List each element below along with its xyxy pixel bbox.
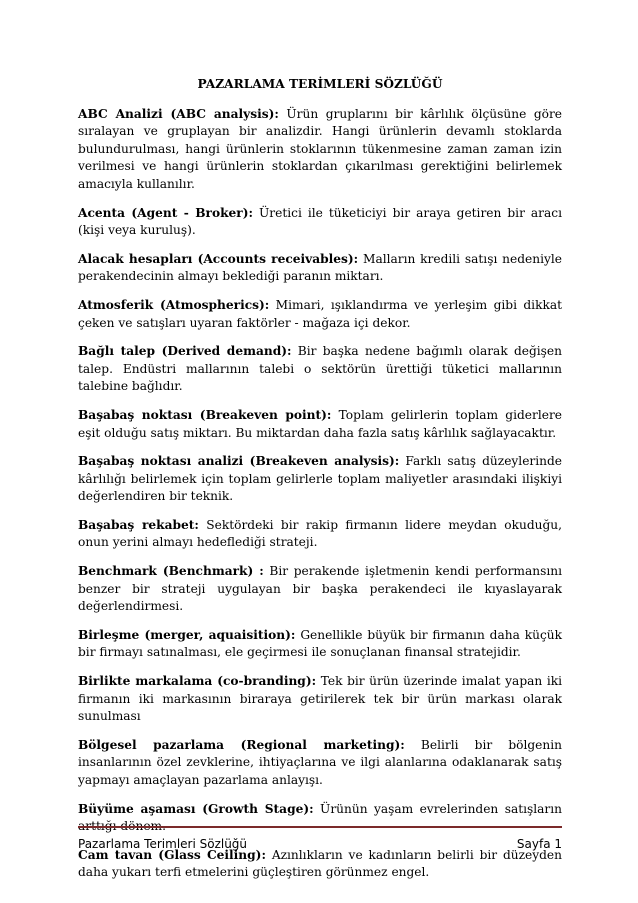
glossary-term: ABC Analizi (ABC analysis): <box>78 106 279 121</box>
document-body <box>78 76 562 893</box>
glossary-definition: Malların kredili satışı nedeniyle perakendecinin almayı beklediği paranın miktarı. <box>78 251 562 284</box>
glossary-term: Atmosferik (Atmospherics): <box>78 297 270 312</box>
glossary-term: Başabaş noktası (Breakeven point): <box>78 407 332 422</box>
glossary-entry <box>78 343 562 396</box>
glossary-entry <box>78 106 562 194</box>
glossary-term: Alacak hesapları (Accounts receivables): <box>78 251 359 266</box>
glossary-list <box>78 106 562 882</box>
glossary-definition: Ürünün yaşam evrelerinden satışların arttığı dönem. <box>78 801 563 834</box>
glossary-term: Bağlı talep (Derived demand): <box>78 344 292 359</box>
footer-page-number: Sayfa 1 <box>516 837 562 851</box>
glossary-entry <box>78 407 562 442</box>
glossary-entry <box>78 627 562 662</box>
page-footer <box>78 826 562 851</box>
glossary-term: Büyüme aşaması (Growth Stage): <box>78 801 314 816</box>
glossary-entry <box>78 563 562 616</box>
glossary-entry <box>78 297 562 332</box>
glossary-term: Acenta (Agent - Broker): <box>78 205 253 220</box>
glossary-definition: Toplam gelirlerin toplam giderlere eşit olduğu satış miktarı. Bu miktardan daha fazla satış kârlılık sağlayacaktır. <box>78 407 562 440</box>
glossary-definition: Mimari, ışıklandırma ve yerleşim gibi dikkat çeken ve satışları uyaran faktörler - mağaza içi dekor. <box>78 297 563 330</box>
glossary-entry <box>78 453 562 506</box>
glossary-definition: Azınlıkların ve kadınların belirli bir düzeyden daha yukarı terfi etmelerini güçleştiren görünmez engel. <box>78 847 562 880</box>
glossary-term: Başabaş noktası analizi (Breakeven analysis): <box>78 454 400 469</box>
footer-document-title: Pazarlama Terimleri Sözlüğü <box>78 837 248 851</box>
glossary-definition: Ürün gruplarını bir kârlılık ölçüsüne göre sıralayan ve gruplayan bir analizdir. Hangi ürünlerin devamlı stoklarda bulundurulması, hangi ürünlerin stoklarının tükenmesine zaman zaman izin verilmesi ve hangi ürünlerin stoklardan çıkarılması gerektiğini belirlemek amacıyla kullanılır. <box>78 106 563 191</box>
glossary-term: Birleşme (merger, aquaisition): <box>78 627 296 642</box>
glossary-definition: Tek bir ürün üzerinde imalat yapan iki firmanın iki markasının biraraya getirilerek tek bir ürün markası olarak sunulması <box>78 674 562 724</box>
glossary-term: Birlikte markalama (co-branding): <box>78 674 317 689</box>
glossary-definition: Üretici ile tüketiciyi bir araya getiren bir aracı (kişi veya kuruluş). <box>78 205 563 238</box>
glossary-definition: Belirli bir bölgenin insanlarının özel zevklerine, ihtiyaçlarına ve ilgi alanlarına odaklanarak satış yapmayı amaçlayan pazarlama anlayışı. <box>78 737 562 787</box>
glossary-entry <box>78 205 562 240</box>
glossary-definition: Sektördeki bir rakip firmanın lidere meydan okuduğu, onun yerini almayı hedeflediği strateji. <box>78 517 563 550</box>
glossary-definition: Farklı satış düzeylerinde kârlılığı belirlemek için toplam gelirlerle toplam maliyetler arasındaki ilişkiyi değerlendiren bir teknik. <box>78 454 562 504</box>
glossary-entry <box>78 737 562 790</box>
glossary-definition: Bir perakende işletmenin kendi performansını benzer bir strateji uygulayan bir başka perakendeci ile kıyaslayarak değerlendirmesi. <box>78 564 562 614</box>
glossary-entry <box>78 517 562 552</box>
glossary-definition: Genellikle büyük bir firmanın daha küçük bir firmayı satınalması, ele geçirmesi ile sonuçlanan finansal stratejidir. <box>78 627 563 660</box>
glossary-definition: Bir başka nedene bağımlı olarak değişen talep. Endüstri mallarının talebi o sektörün ürettiği tüketici mallarının talebine bağlıdır. <box>78 344 562 394</box>
glossary-entry <box>78 673 562 726</box>
glossary-term: Cam tavan (Glass Ceiling): <box>78 847 266 862</box>
glossary-term: Benchmark (Benchmark) : <box>78 564 264 579</box>
glossary-entry <box>78 251 562 286</box>
glossary-entry <box>78 847 562 882</box>
page-title: PAZARLAMA TERİMLERİ SÖZLÜĞÜ <box>197 77 443 91</box>
glossary-term: Başabaş rekabet: <box>78 517 199 532</box>
glossary-term: Bölgesel pazarlama (Regional marketing): <box>78 737 405 752</box>
